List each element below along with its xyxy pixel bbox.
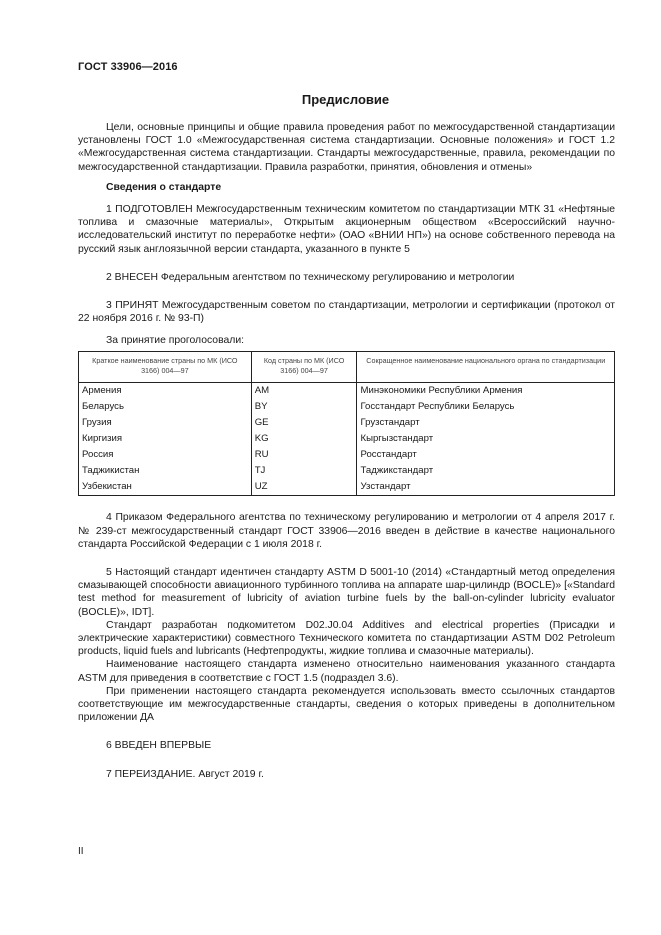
table-header-code: Код страны по МК (ИСО 3166) 004—97: [251, 351, 357, 382]
page-number: II: [78, 846, 84, 857]
table-row: [79, 479, 615, 496]
item-4-paragraph: 4 Приказом Федерального агентства по техническому регулированию и метрологии от 4 апреля 2017 г. № 239-ст межгосударственный стандарт ГОСТ 33906—2016 введен в действие в качестве национального стандарта Российской Федерации с 1 июля 2018 г.: [78, 512, 615, 550]
table-cell-code: UZ: [251, 479, 357, 496]
table-cell-agency: Грузстандарт: [357, 415, 615, 431]
table-cell-agency: Узстандарт: [357, 479, 615, 496]
table-cell-code: RU: [251, 447, 357, 463]
item-1-paragraph: 1 ПОДГОТОВЛЕН Межгосударственным техническим комитетом по стандартизации МТК 31 «Нефтяные топлива и смазочные материалы», Открытым акционерным обществом «Всероссийский научно-исследовательский институт по переработке нефти» (ОАО «ВНИИ НП») на основе собственного перевода на русский язык англоязычной версии стандарта, указанного в пункте 5: [78, 204, 615, 255]
item-6-paragraph: 6 ВВЕДЕН ВПЕРВЫЕ: [106, 740, 212, 752]
document-body: [78, 121, 615, 781]
table-cell-code: GE: [251, 415, 357, 431]
table-cell-code: AM: [251, 382, 357, 399]
table-cell-country: Грузия: [79, 415, 252, 431]
table-cell-agency: Таджикстандарт: [357, 463, 615, 479]
item-5-name-change-paragraph: Наименование настоящего стандарта изменено относительно наименования указанного стандарта ASTM для приведения в соответствие с ГОСТ 1.5 (подраздел 3.6).: [78, 659, 615, 684]
table-header-agency: Сокращенное наименование национального органа по стандартизации: [357, 351, 615, 382]
table-row: [79, 463, 615, 479]
item-5-references-paragraph: При применении настоящего стандарта рекомендуется использовать вместо ссылочных стандартов соответствующие им межгосударственные стандарты, сведения о которых приведены в дополнительном приложении ДА: [78, 685, 615, 724]
section-subheading: Сведения о стандарте: [106, 181, 222, 193]
item-3-paragraph: 3 ПРИНЯТ Межгосударственным советом по стандартизации, метрологии и сертификации (протокол от 22 ноября 2016 г. № 93-П): [78, 300, 615, 325]
intro-paragraph: Цели, основные принципы и общие правила проведения работ по межгосударственной стандартизации установлены ГОСТ 1.0 «Межгосударственная система стандартизации. Основные положения» и ГОСТ 1.2 «Межгосударственная система стандартизации. Стандарты межгосударственные, правила, рекомендации по межгосударственной стандартизации. Правила разработки, принятия, обновления и отмены»: [78, 122, 615, 173]
table-cell-agency: Росстандарт: [357, 447, 615, 463]
table-header-row: [79, 351, 615, 382]
table-row: [79, 431, 615, 447]
table-row: [79, 447, 615, 463]
table-cell-country: Таджикистан: [79, 463, 252, 479]
table-cell-country: Беларусь: [79, 399, 252, 415]
table-row: [79, 399, 615, 415]
table-row: [79, 382, 615, 399]
table-cell-country: Россия: [79, 447, 252, 463]
document-code-header: ГОСТ 33906—2016: [78, 61, 178, 73]
table-cell-agency: Госстандарт Республики Беларусь: [357, 399, 615, 415]
table-cell-agency: Кыргызстандарт: [357, 431, 615, 447]
table-cell-country: Узбекистан: [79, 479, 252, 496]
item-5-subcommittee-paragraph: Стандарт разработан подкомитетом D02.J0.04 Additives and electrical properties (Присадки и электрические характеристики) совместного Технического комитета по стандартизации ASTM D02 Petroleum products, liquid fuels and lubricants (Нефтепродукты, жидкие топлива и смазочные материалы).: [78, 619, 615, 658]
table-cell-code: TJ: [251, 463, 357, 479]
table-cell-code: KG: [251, 431, 357, 447]
page-title: Предисловие: [301, 92, 390, 107]
table-cell-code: BY: [251, 399, 357, 415]
item-2-paragraph: 2 ВНЕСЕН Федеральным агентством по техническому регулированию и метрологии: [106, 271, 515, 283]
vote-caption: За принятие проголосовали:: [106, 335, 245, 347]
table-row: [79, 415, 615, 431]
table-cell-country: Армения: [79, 382, 252, 399]
table-cell-country: Киргизия: [79, 431, 252, 447]
item-5-paragraph: 5 Настоящий стандарт идентичен стандарту ASTM D 5001-10 (2014) «Стандартный метод определения смазывающей способности авиационного турбинного топлива на аппарате шар-цилиндр (BOCLE)» [«Standard test method for measurement of lubricity of aviation turbine fuels by the ball-on-cylinder lubricity evaluator (BOCLE)», IDT].: [78, 566, 615, 618]
table-header-country: Краткое наименование страны по МК (ИСО 3166) 004—97: [79, 351, 252, 382]
item-7-paragraph: 7 ПЕРЕИЗДАНИЕ. Август 2019 г.: [106, 768, 264, 780]
voting-table: [78, 351, 615, 497]
table-cell-agency: Минэкономики Республики Армения: [357, 382, 615, 399]
